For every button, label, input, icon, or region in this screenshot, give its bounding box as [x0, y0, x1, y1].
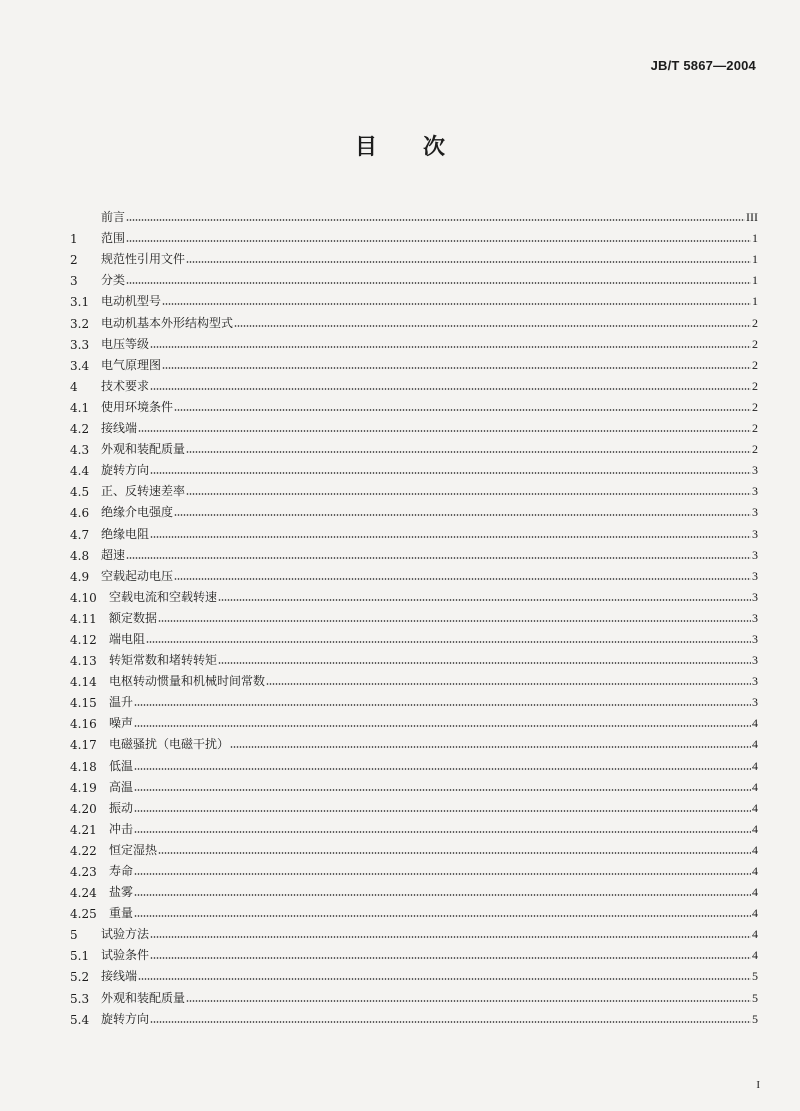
toc-entry-number: 3.1 — [70, 295, 90, 310]
toc-entry-title: 温升 — [109, 695, 134, 710]
toc-entry-title: 范围 — [101, 231, 126, 246]
toc-entry-page: 3 — [752, 547, 758, 562]
toc-entry-number: 4.17 — [70, 738, 97, 753]
toc-entry[interactable] — [70, 457, 758, 478]
toc-entry-number: 4.18 — [70, 759, 97, 774]
dot-leader — [134, 810, 751, 812]
toc-entry-page: 3 — [752, 568, 758, 583]
toc-entry-page: 4 — [752, 927, 758, 942]
toc-entry-page: 5 — [752, 990, 758, 1005]
toc-entry-title: 规范性引用文件 — [101, 252, 186, 267]
toc-entry-page: III — [746, 210, 758, 225]
toc-entry-page: 3 — [752, 526, 758, 541]
toc-entry-page: 3 — [752, 484, 758, 499]
toc-entry-page: 3 — [752, 653, 758, 668]
toc-entry-page: 1 — [752, 231, 758, 246]
toc-entry-page: 4 — [752, 737, 758, 752]
toc-entry-title: 接线端 — [101, 969, 138, 984]
toc-entry-title: 高温 — [109, 779, 134, 794]
toc-entry-title: 电动机基本外形结构型式 — [101, 315, 234, 330]
toc-entry-number: 4.5 — [70, 485, 90, 500]
toc-entry-title: 电气原理图 — [101, 357, 162, 372]
toc-entry[interactable] — [70, 752, 758, 773]
toc-entry-number: 4.23 — [70, 865, 97, 879]
dot-leader — [162, 367, 751, 369]
toc-entry[interactable] — [70, 963, 758, 984]
toc-entry[interactable] — [70, 626, 758, 647]
toc-entry-number: 4.8 — [70, 548, 90, 563]
title-char-2: 次 — [423, 135, 446, 160]
toc-entry-page: 4 — [752, 716, 758, 731]
toc-entry-number: 3.2 — [70, 316, 90, 331]
toc-entry[interactable] — [70, 837, 758, 858]
toc-entry-title: 技术要求 — [101, 378, 150, 393]
dot-leader — [174, 409, 751, 411]
toc-entry-number: 3.3 — [70, 337, 90, 352]
toc-entry[interactable] — [70, 373, 758, 394]
toc-entry[interactable] — [70, 584, 758, 605]
toc-entry[interactable] — [70, 436, 758, 457]
toc-entry[interactable] — [70, 267, 758, 288]
toc-entry-number: 4.2 — [70, 422, 90, 437]
toc-entry-title: 接线端 — [101, 421, 138, 436]
toc-entry-page: 3 — [752, 631, 758, 646]
toc-entry-title: 额定数据 — [109, 610, 158, 625]
toc-entry[interactable] — [70, 774, 758, 795]
toc-entry-page: 2 — [752, 315, 758, 330]
toc-entry[interactable] — [70, 499, 758, 520]
toc-entry-number: 4.14 — [70, 675, 97, 690]
dot-leader — [150, 957, 751, 959]
toc-entry[interactable] — [70, 921, 758, 942]
dot-leader — [134, 894, 751, 896]
toc-entry-page: 4 — [752, 906, 758, 921]
toc-entry[interactable] — [70, 288, 758, 309]
toc-entry[interactable] — [70, 816, 758, 837]
toc-entry-page: 3 — [752, 610, 758, 625]
dot-leader — [150, 346, 751, 348]
toc-entry-page: 3 — [752, 589, 758, 604]
toc-entry-title: 旋转方向 — [101, 463, 150, 478]
toc-entry-page: 4 — [752, 779, 758, 794]
toc-entry[interactable] — [70, 415, 758, 436]
dot-leader — [186, 261, 751, 263]
toc-entry-title: 绝缘电阻 — [101, 526, 150, 541]
toc-entry-page: 2 — [752, 399, 758, 414]
toc-entry-number: 4.12 — [70, 632, 97, 647]
standard-code: JB/T 5867—2004 — [650, 58, 756, 73]
dot-leader — [126, 219, 745, 221]
dot-leader — [126, 282, 751, 284]
toc-entry-title: 电枢转动惯量和机械时间常数 — [109, 674, 266, 689]
toc-entry-number: 3.4 — [70, 358, 90, 373]
toc-entry-number: 4.20 — [70, 801, 97, 816]
dot-leader — [134, 789, 751, 791]
toc-entry-page: 2 — [752, 378, 758, 393]
toc-entry[interactable] — [70, 858, 758, 879]
toc-entry-title: 分类 — [101, 273, 126, 288]
dot-leader — [186, 1000, 751, 1002]
toc-entry[interactable] — [70, 520, 758, 541]
dot-leader — [218, 599, 751, 601]
toc-entry[interactable] — [70, 689, 758, 710]
toc-entry-title: 盐雾 — [109, 885, 134, 900]
toc-entry-number: 4.11 — [70, 611, 97, 626]
toc-entry-number: 5 — [70, 928, 78, 943]
dot-leader — [134, 831, 751, 833]
dot-leader — [218, 662, 751, 664]
toc-entry-number: 4.7 — [70, 527, 90, 542]
toc-entry-number: 1 — [70, 232, 78, 247]
page-folio: I — [756, 1079, 760, 1091]
toc-entry-number: 4.13 — [70, 654, 97, 669]
toc-entry-number: 5.3 — [70, 991, 90, 1006]
dot-leader — [158, 620, 751, 622]
dot-leader — [134, 725, 751, 727]
toc-entry-title: 正、反转速差率 — [101, 484, 186, 499]
toc-entry-page: 4 — [752, 885, 758, 900]
toc-entry-number: 3 — [70, 274, 78, 289]
dot-leader — [158, 852, 751, 854]
toc-entry[interactable] — [70, 942, 758, 963]
toc-entry-number: 4.6 — [70, 506, 90, 521]
dot-leader — [186, 493, 751, 495]
toc-entry-number: 4.25 — [70, 907, 97, 922]
toc-entry-title: 旋转方向 — [101, 1011, 150, 1026]
dot-leader — [186, 451, 751, 453]
toc-entry[interactable] — [70, 900, 758, 921]
toc-entry[interactable] — [70, 984, 758, 1005]
toc-entry[interactable] — [70, 647, 758, 668]
toc-entry-number: 4.3 — [70, 443, 90, 458]
toc-entry-page: 1 — [752, 252, 758, 267]
toc-entry-title: 使用环境条件 — [101, 399, 174, 414]
toc-entry-number: 4.1 — [70, 400, 90, 415]
toc-entry-page: 3 — [752, 505, 758, 520]
toc-entry-title: 冲击 — [109, 821, 134, 836]
dot-leader — [150, 472, 751, 474]
toc-entry-page: 3 — [752, 695, 758, 710]
toc-entry-page: 4 — [752, 800, 758, 815]
dot-leader — [134, 873, 751, 875]
dot-leader — [150, 388, 751, 390]
toc-entry[interactable] — [70, 731, 758, 752]
toc-entry[interactable] — [70, 352, 758, 373]
toc-entry-title: 寿命 — [109, 864, 134, 878]
toc-entry-page: 2 — [752, 442, 758, 457]
toc-entry-number: 4.21 — [70, 822, 97, 837]
toc-entry[interactable] — [70, 1006, 758, 1027]
toc-entry-title: 前言 — [101, 210, 126, 225]
toc-entry-number: 4.24 — [70, 886, 97, 901]
toc-entry[interactable] — [70, 795, 758, 816]
title-char-1: 目 — [354, 135, 377, 160]
dot-leader — [126, 557, 751, 559]
toc-entry-number: 5.2 — [70, 970, 90, 985]
dot-leader — [162, 303, 751, 305]
toc-entry-title: 电动机型号 — [101, 294, 162, 309]
toc-entry-page: 3 — [752, 463, 758, 478]
toc-entry-title: 电磁骚扰（电磁干扰） — [109, 737, 230, 752]
dot-leader — [150, 936, 751, 938]
toc-entry[interactable] — [70, 563, 758, 584]
toc-entry-title: 超速 — [101, 547, 126, 562]
toc-entry-page: 3 — [752, 674, 758, 689]
toc-entry[interactable] — [70, 394, 758, 415]
toc-entry-number: 4 — [70, 379, 78, 394]
dot-leader — [126, 240, 751, 242]
toc-entry[interactable] — [70, 309, 758, 330]
toc-entry[interactable] — [70, 879, 758, 900]
toc-entry-number: 4.9 — [70, 569, 90, 584]
toc-entry-number: 4.16 — [70, 717, 97, 732]
toc-entry[interactable] — [70, 605, 758, 626]
dot-leader — [174, 578, 751, 580]
toc-entry-title: 试验方法 — [101, 927, 150, 942]
toc-entry-page: 4 — [752, 842, 758, 857]
toc-entry[interactable] — [70, 246, 758, 267]
toc-entry-page: 4 — [752, 821, 758, 836]
dot-leader — [266, 683, 751, 685]
toc-entry-page: 2 — [752, 357, 758, 372]
toc-entry[interactable] — [70, 668, 758, 689]
toc-entry-page: 4 — [752, 864, 758, 878]
dot-leader — [134, 915, 751, 917]
toc-entry-title: 低温 — [109, 758, 134, 773]
toc-entry-page: 4 — [752, 948, 758, 963]
dot-leader — [234, 325, 751, 327]
toc-entry-number: 4.10 — [70, 590, 97, 605]
toc-entry-page: 2 — [752, 336, 758, 351]
dot-leader — [150, 1021, 751, 1023]
toc-entry[interactable] — [70, 542, 758, 563]
toc-entry[interactable] — [70, 225, 758, 246]
toc-entry-title: 噪声 — [109, 716, 134, 731]
toc-entry-title: 试验条件 — [101, 948, 150, 963]
toc-entry-title: 空载电流和空载转速 — [109, 589, 218, 604]
dot-leader — [138, 978, 751, 980]
dot-leader — [150, 536, 751, 538]
toc-entry-title: 外观和装配质量 — [101, 990, 186, 1005]
toc-entry-title: 振动 — [109, 800, 134, 815]
toc-entry-title: 端电阻 — [109, 631, 146, 646]
toc-entry-page: 4 — [752, 758, 758, 773]
toc-entry-number: 4.4 — [70, 464, 90, 479]
toc-entry-title: 外观和装配质量 — [101, 442, 186, 457]
toc-entry-title: 恒定湿热 — [109, 842, 158, 857]
toc-entry-page: 1 — [752, 273, 758, 288]
toc-entry[interactable] — [70, 204, 758, 225]
toc-entry-title: 转矩常数和堵转转矩 — [109, 653, 218, 668]
toc-entry-number: 2 — [70, 253, 78, 268]
toc-entry-title: 绝缘介电强度 — [101, 505, 174, 520]
toc-entry-number: 5.1 — [70, 949, 90, 964]
toc-entry-page: 5 — [752, 1011, 758, 1026]
dot-leader — [134, 704, 751, 706]
dot-leader — [174, 514, 751, 516]
toc-entry-number: 4.22 — [70, 843, 97, 858]
toc-entry-number: 4.19 — [70, 780, 97, 795]
toc-entry-number: 4.15 — [70, 696, 97, 711]
toc-entry-number: 5.4 — [70, 1012, 90, 1027]
toc-entry-page: 2 — [752, 421, 758, 436]
toc-entry-title: 电压等级 — [101, 336, 150, 351]
toc-entry-page: 5 — [752, 969, 758, 984]
toc-entry-title: 空载起动电压 — [101, 568, 174, 583]
page-title — [0, 130, 800, 161]
toc-entry[interactable] — [70, 331, 758, 352]
toc-entry-page: 1 — [752, 294, 758, 309]
dot-leader — [230, 746, 751, 748]
dot-leader — [146, 641, 751, 643]
toc-entry[interactable] — [70, 710, 758, 731]
table-of-contents — [70, 204, 758, 1027]
toc-entry-title: 重量 — [109, 906, 134, 921]
toc-entry[interactable] — [70, 478, 758, 499]
dot-leader — [134, 768, 751, 770]
dot-leader — [138, 430, 751, 432]
